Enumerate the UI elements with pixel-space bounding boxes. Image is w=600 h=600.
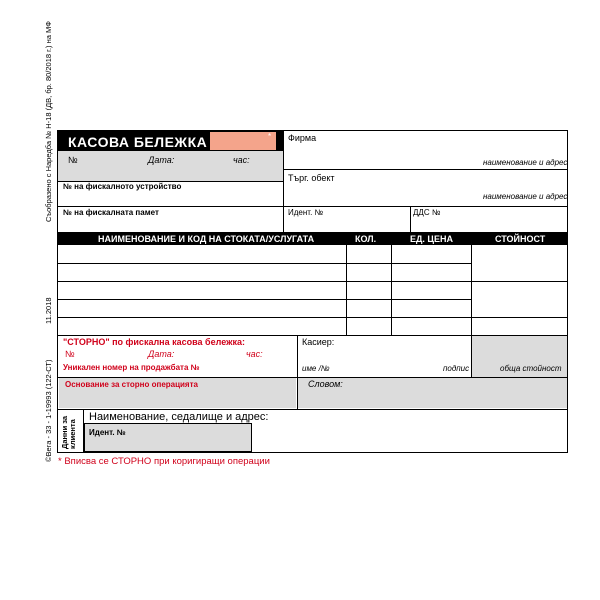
storno-reason-label: Основание за сторно операцията	[65, 380, 198, 389]
date-label: Дата:	[148, 155, 175, 165]
client-side-label-1: Данни за	[60, 415, 69, 449]
ident-label: Идент. №	[288, 208, 324, 217]
vat-label: ДДС №	[413, 208, 441, 217]
storno-title-rest: по фискална касова бележка:	[109, 337, 245, 347]
number-label: №	[68, 155, 78, 165]
items-table-header	[58, 232, 567, 245]
cashier-name-hint: име /№	[302, 364, 330, 373]
client-side-label	[61, 416, 77, 449]
approval-side-text: Съобразено с Наредба № Н-18 (ДВ, бр. 80/2018 г.) на МФ	[44, 21, 53, 222]
storno-date-label: Дата:	[148, 349, 175, 359]
col-qty-header: КОЛ.	[355, 234, 377, 244]
storno-number-label: №	[65, 349, 75, 359]
fiscal-device-label: № на фискалното устройство	[63, 182, 182, 191]
col-price-header: ЕД. ЦЕНА	[410, 234, 453, 244]
cashier-sign-hint: подпис	[443, 364, 470, 373]
client-ident-label: Идент. №	[89, 428, 126, 437]
storno-hour-label: час:	[246, 349, 263, 359]
col-value-header: СТОЙНОСТ	[495, 234, 546, 244]
hour-label: час:	[233, 155, 250, 165]
fiscal-memory-label: № на фискалната памет	[63, 208, 159, 217]
shop-label: Търг. обект	[288, 173, 335, 183]
company-hint: наименование и адрес	[483, 158, 568, 167]
catalog-side-text: ©Вега - 33 - 1-19993 (122-СТ)	[44, 359, 53, 462]
unique-sale-label: Уникален номер на продажбата №	[63, 363, 200, 372]
col-name-header: НАИМЕНОВАНИЕ И КОД НА СТОКАТА/УСЛУГАТА	[98, 234, 315, 244]
storno-quote: "СТОРНО"	[63, 337, 110, 347]
accent-box	[210, 132, 276, 150]
client-name-address-label: Наименование, седалище и адрес:	[89, 411, 269, 423]
footnote: * Вписва се СТОРНО при коригиращи операции	[58, 456, 270, 467]
shop-hint: наименование и адрес	[483, 192, 568, 201]
total-value-hint: обща стойност	[500, 364, 562, 373]
client-side-label-2: клиента	[67, 419, 77, 449]
accent-star: *	[268, 132, 272, 141]
receipt-form	[57, 130, 568, 453]
date-code-side-text: 11.2018	[44, 297, 53, 324]
company-label: Фирма	[288, 133, 317, 143]
receipt-title: КАСОВА БЕЛЕЖКА	[68, 134, 208, 150]
storno-title	[63, 338, 245, 347]
words-label: Словом:	[308, 379, 343, 389]
cashier-label: Касиер:	[302, 337, 335, 347]
